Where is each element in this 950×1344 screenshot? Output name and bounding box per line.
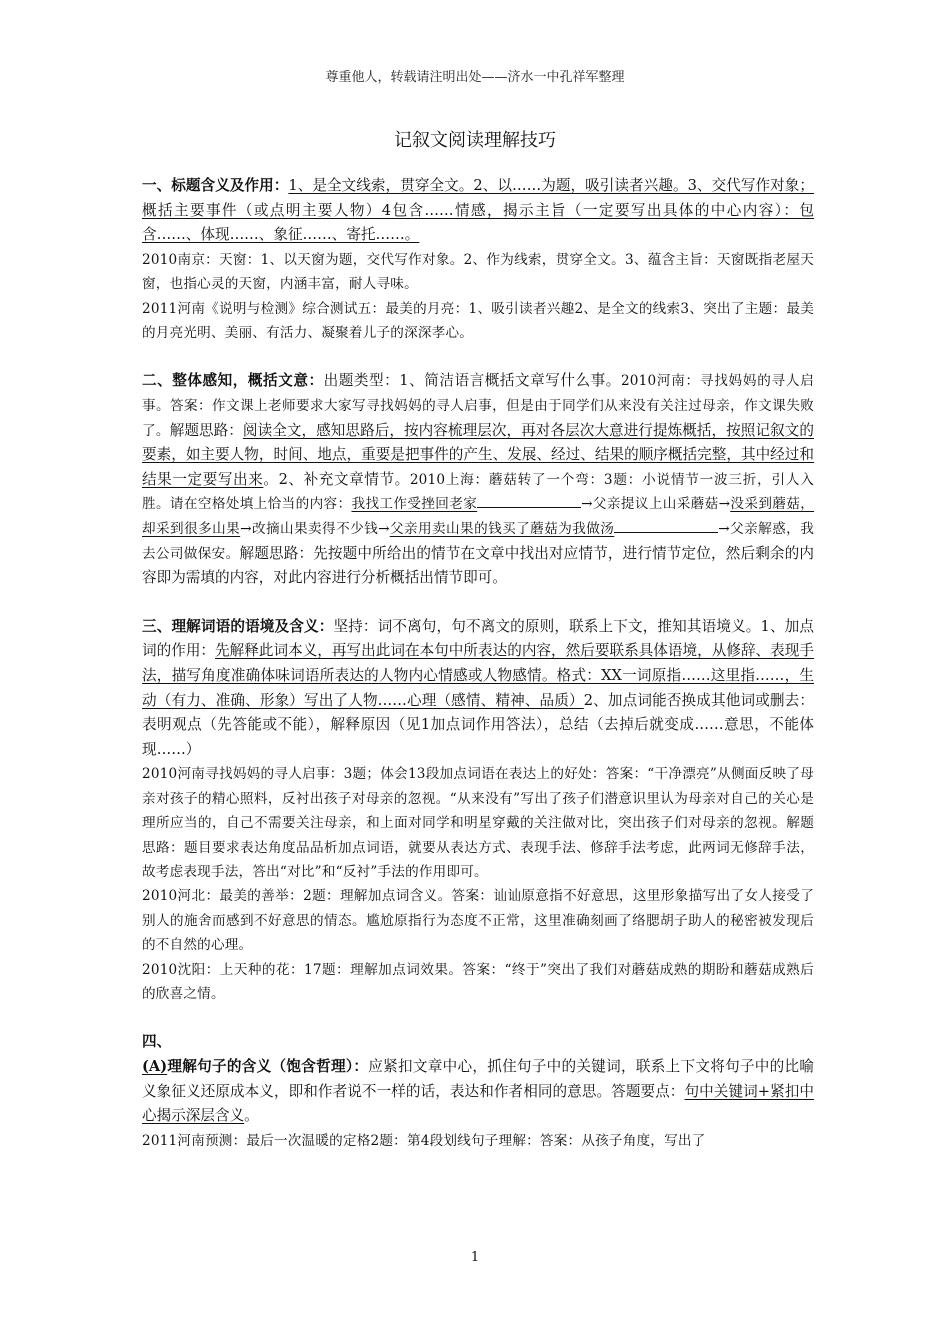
fill-blank-3: 父亲用卖山果的钱买了蘑菇为我做汤 [389,520,615,537]
plot-arrow-2: →改摘山果卖得不少钱→ [240,520,390,537]
page-header: 尊重他人，转载请注明出处——济水一中孔祥军整理 [325,70,625,85]
section-4-example-henan: 2011河南预测：最后一次温暖的定格2题：第4段划线句子理解：答案：从孩子角度，写出了 [142,1132,706,1149]
section-2-plot-type: 。2、补充文章情节。 [263,470,410,488]
section-1-example-henan: 2011河南《说明与检测》综合测试五：最美的月亮：1、吸引读者兴趣2、是全文的线索3、突出了主题：最美的月亮光明、美丽、有活力、凝聚着儿子的深深孝心。 [142,300,814,341]
section-2-paragraph [142,369,814,590]
section-4-paragraph [142,1055,814,1129]
section-2-heading: 二、整体感知，概括文意： [142,372,324,390]
section-2-approach-2: 解题思路：先按题中所给出的情节在文章中找出对应情节，进行情节定位，然后剩余的内容即为需填的内容，对此内容进行分析概括出情节即可。 [142,544,814,587]
fill-blank-1: 我找工作受挫回老家 [351,496,478,513]
section-1-points: 1、是全文线索，贯穿全文。2、以……为题，吸引读者兴趣。3、交代写作对象；概括主要事件（或点明主要人物）4包含……情感，揭示主旨（一定要写出具体的中心内容）：包含……、体现……、象征……、寄托……。 [142,177,814,244]
page-number: 1 [470,1250,480,1265]
section-4-method: 应紧扣文章中心，抓住句子中的关键词，联系上下文将句子中的比喻义象征义还原成本义，即和作者说不一样的话，表达和作者相同的意思。答题要点： [142,1057,815,1100]
section-2-approach-label: 解题思路： [169,421,243,439]
section-2-example-shanghai: 2010上海：蘑菇转了一个弯：3题：小说情节一波三折，引人入胜。请在空格处填上恰当的内容： [142,471,814,513]
section-3-example-hebei: 2010河北：最美的善举：2题：理解加点词含义。答案：讪讪原意指不好意思，这里形象描写出了女人接受了别人的施舍而感到不好意思的情态。尴尬原指行为态度不正常，这里准确刻画了络腮胡子助人的秘密被发现后的不自然的心理。 [142,888,814,954]
plot-arrow-3: →父亲解惑，我去公司做保安。 [142,520,814,562]
section-4-key-point: 句中关键词+紧扣中心揭示深层含义 [142,1082,814,1125]
document-body [142,174,814,1153]
section-3-paragraph [142,615,814,763]
document-title: 记叙文阅读理解技巧 [394,130,556,151]
blank-line-3 [614,518,718,533]
section-3-format: 先解释此词本义，再写出此词在本句中所表达的内容，然后要联系具体语境，从修辞、表现手法，描写角度准确体味词语所表达的人物内心情感或人物感情。格式：XX一词原指……这里指……，生动（有力、准确、形象）写出了人物……心理（感情、精神、品质） [142,642,814,709]
section-1-heading: 一、标题含义及作用： [142,177,289,194]
section-3-principle: 坚持：词不离句，句不离文的原则，联系上下文，推知其语境义。1、加点词的作用： [142,617,814,660]
section-4-period: 。 [244,1107,259,1125]
section-3-example-henan-approach: 解题思路：题目要求表达角度品品析加点词语，就要从表达方式、表现手法、修辞手法考虑，此两词无修辞手法，故考虑表现手法，答出“对比”和“反衬”手法的作用即可。 [142,815,815,880]
fill-blank-2: 没采到蘑菇，却采到很多山果 [142,496,815,537]
section-3-example-henan [142,762,814,884]
section-2-approach: 阅读全文，感知思路后，按内容梳理层次，再对各层次大意进行提炼概括，按照记叙文的要素，如主要人物，时间、地点，重要是把事件的产生、发展、经过、结果的顺序概括完整，其中经过和结果一定要写出来 [142,421,814,488]
section-1-paragraph [142,174,814,248]
section-4-subheading: 理解句子的含义（饱含哲理）： [167,1057,369,1075]
plot-arrow-1: →父亲提议上山采蘑菇→ [581,496,731,513]
section-3-heading: 三、理解词语的语境及含义： [142,617,334,635]
section-4-heading: 四、 [142,1033,172,1051]
section-3-example-henan-answer: 2010河南寻找妈妈的寻人启事：3题；体会13段加点词语在表达上的好处：答案：“干净漂亮”从侧面反映了母亲对孩子的精心照料，反衬出孩子对母亲的忽视。“从来没有”写出了孩子们潜意识里认为母亲对自己的关心是理所应当的，自己不需要关注母亲，和上面对同学和明星穿戴的关注做对比，突出孩子们对母亲的忽视。 [142,766,814,832]
section-4-label: (A) [142,1057,168,1075]
section-3-example-shenyang: 2010沈阳：上天种的花：17题：理解加点词效果。答案：“终于”突出了我们对蘑菇成熟的期盼和蘑菇成熟后的欣喜之情。 [142,961,814,1002]
section-2-question-types: 出题类型：1、简洁语言概括文章写什么事。 [323,372,621,390]
blank-line-1 [477,493,581,508]
section-2-example-henan: 2010河南：寻找妈妈的寻人启事。答案：作文课上老师要求大家写寻找妈妈的寻人启事，但是由于同学们从来没有关注过母亲，作文课失败了。 [142,373,814,439]
section-1-example-nanjing: 2010南京：天窗：1、以天窗为题，交代写作对象。2、作为线索，贯穿全文。3、蕴含主旨：天窗既指老屋天窗，也指心灵的天窗，内涵丰富，耐人寻味。 [142,251,814,293]
section-3-replace-rule: 2、加点词能否换成其他词或删去：表明观点（先答能或不能），解释原因（见1加点词作用答法），总结（去掉后就变成……意思，不能体现……） [142,691,814,758]
